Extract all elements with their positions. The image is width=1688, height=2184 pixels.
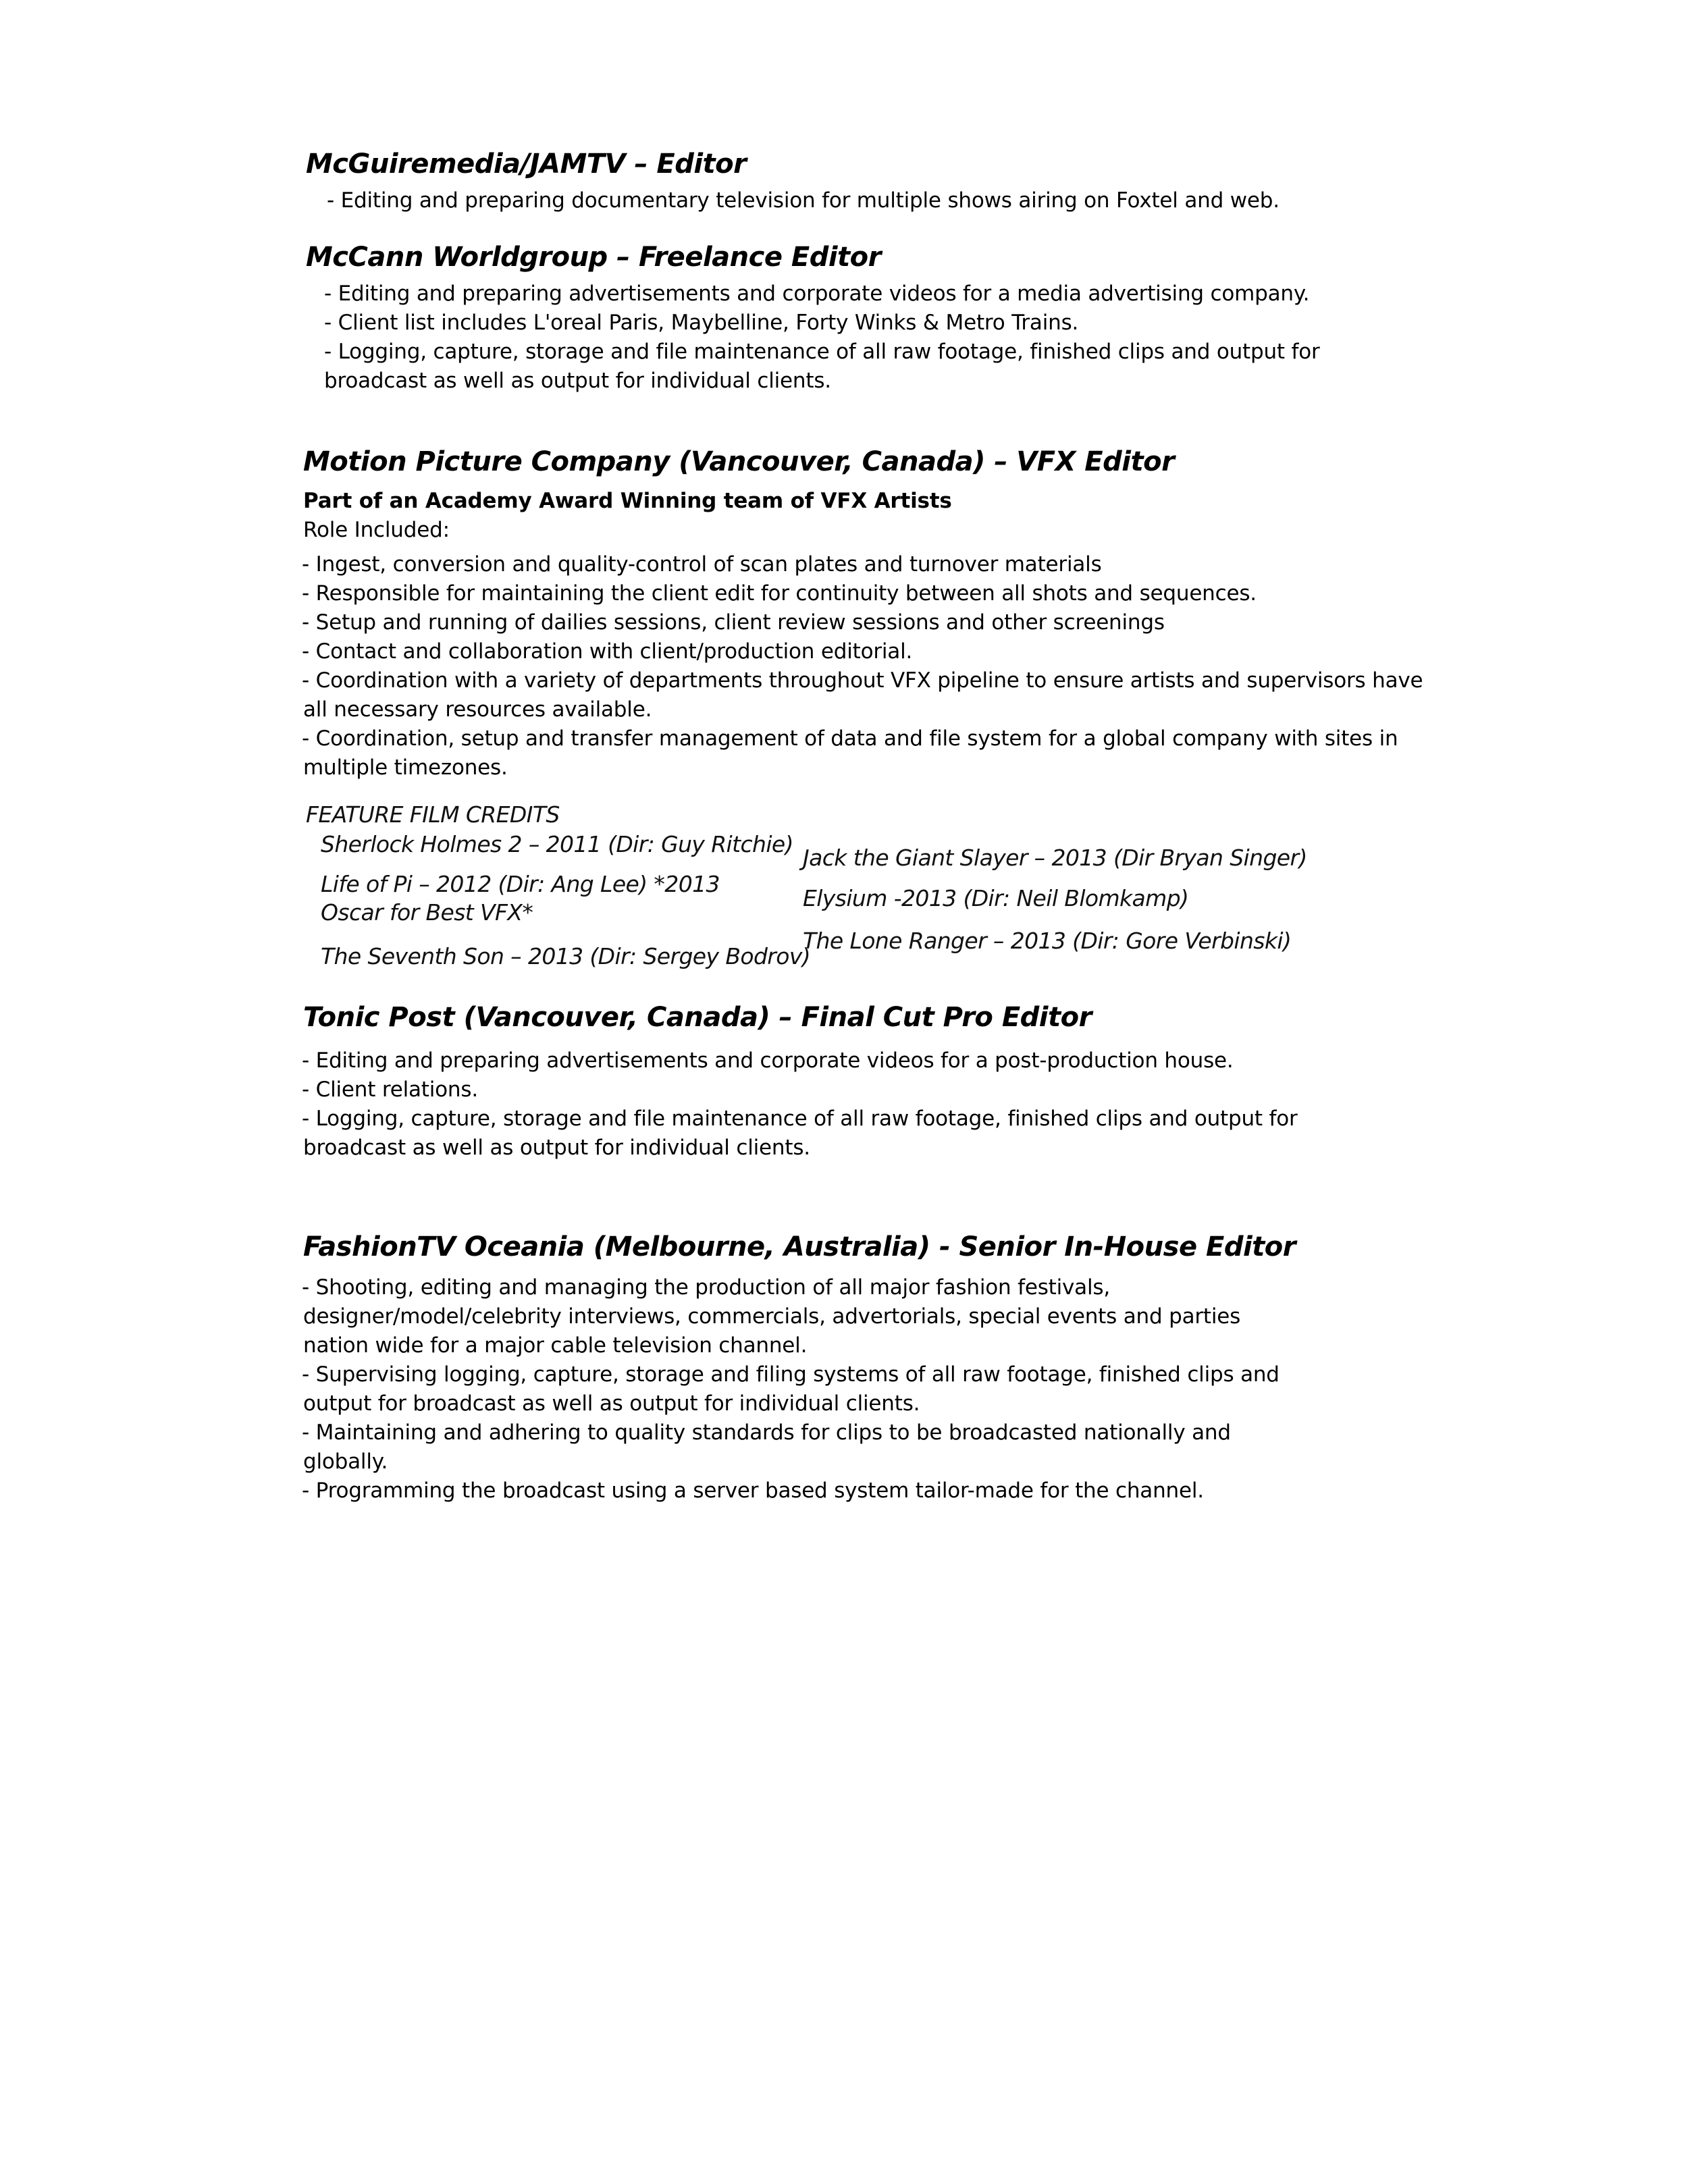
job-duty-line: - Client list includes L'oreal Paris, Maybelline, Forty Winks & Metro Trains. — [324, 311, 1079, 335]
job-duty-line: - Maintaining and adhering to quality standards for clips to be broadcasted nationally and — [302, 1420, 1231, 1445]
job-duty-line: - Logging, capture, storage and file maintenance of all raw footage, finished clips and output for — [324, 340, 1320, 364]
credit-item: Elysium -2013 (Dir: Neil Blomkamp) — [803, 885, 1189, 911]
job-duty-line: - Contact and collaboration with client/production editorial. — [302, 639, 913, 664]
job-duty-line: - Shooting, editing and managing the production of all major fashion festivals, — [302, 1275, 1110, 1300]
job-duty-line: - Responsible for maintaining the client edit for continuity between all shots and sequences. — [302, 581, 1257, 606]
job-duty-line: globally. — [303, 1449, 388, 1474]
credit-item: Sherlock Holmes 2 – 2011 (Dir: Guy Ritchie) — [321, 831, 793, 857]
job-duty-line: - Client relations. — [302, 1077, 478, 1102]
job-title-mccann: McCann Worldgroup – Freelance Editor — [306, 242, 881, 273]
job-duty-line: designer/model/celebrity interviews, commercials, advertorials, special events and parties — [303, 1304, 1241, 1329]
job-duty-line: - Editing and preparing documentary television for multiple shows airing on Foxtel and web. — [327, 188, 1280, 213]
credit-item: The Seventh Son – 2013 (Dir: Sergey Bodrov) — [321, 943, 811, 969]
job-title-mcguiremedia: McGuiremedia/JAMTV – Editor — [306, 149, 747, 180]
job-duty-line: output for broadcast as well as output for individual clients. — [303, 1391, 920, 1416]
job-duty-line: - Editing and preparing advertisements and corporate videos for a post-production house. — [302, 1048, 1234, 1073]
job-duty-line: - Editing and preparing advertisements and corporate videos for a media advertising company. — [324, 282, 1310, 306]
job-duty-line: - Setup and running of dailies sessions, client review sessions and other screenings — [302, 610, 1165, 635]
role-label: Role Included: — [303, 518, 450, 542]
credit-item: Jack the Giant Slayer – 2013 (Dir Bryan Singer) — [803, 845, 1307, 871]
job-duty-line: nation wide for a major cable television channel. — [303, 1333, 808, 1358]
job-duty-line: - Programming the broadcast using a server based system tailor-made for the channel. — [302, 1479, 1204, 1503]
job-duty-line: - Logging, capture, storage and file maintenance of all raw footage, finished clips and output for — [302, 1107, 1298, 1131]
job-duty-line: - Supervising logging, capture, storage and filing systems of all raw footage, finished clips and — [302, 1362, 1280, 1387]
job-title-mpc: Motion Picture Company (Vancouver, Canada) – VFX Editor — [303, 446, 1175, 477]
job-duty-line: - Coordination with a variety of departments throughout VFX pipeline to ensure artists and supervisors have — [302, 668, 1423, 693]
credit-item: The Lone Ranger – 2013 (Dir: Gore Verbinski) — [803, 928, 1292, 954]
credit-item: Life of Pi – 2012 (Dir: Ang Lee) *2013 — [321, 871, 720, 897]
job-duty-line: broadcast as well as output for individual clients. — [303, 1136, 810, 1160]
job-title-tonic-post: Tonic Post (Vancouver, Canada) – Final Cut Pro Editor — [303, 1002, 1092, 1033]
job-duty-line: - Coordination, setup and transfer management of data and file system for a global company with sites in — [302, 726, 1398, 751]
job-duty-line: all necessary resources available. — [303, 697, 652, 722]
job-title-fashiontv: FashionTV Oceania (Melbourne, Australia) - Senior In-House Editor — [303, 1231, 1296, 1262]
credit-item: Oscar for Best VFX* — [321, 899, 533, 926]
job-duty-line: broadcast as well as output for individual clients. — [324, 369, 831, 393]
job-duty-line: multiple timezones. — [303, 755, 508, 780]
job-subheading: Part of an Academy Award Winning team of VFX Artists — [303, 489, 952, 513]
credits-title: FEATURE FILM CREDITS — [306, 801, 560, 828]
job-duty-line: - Ingest, conversion and quality-control of scan plates and turnover materials — [302, 552, 1102, 577]
